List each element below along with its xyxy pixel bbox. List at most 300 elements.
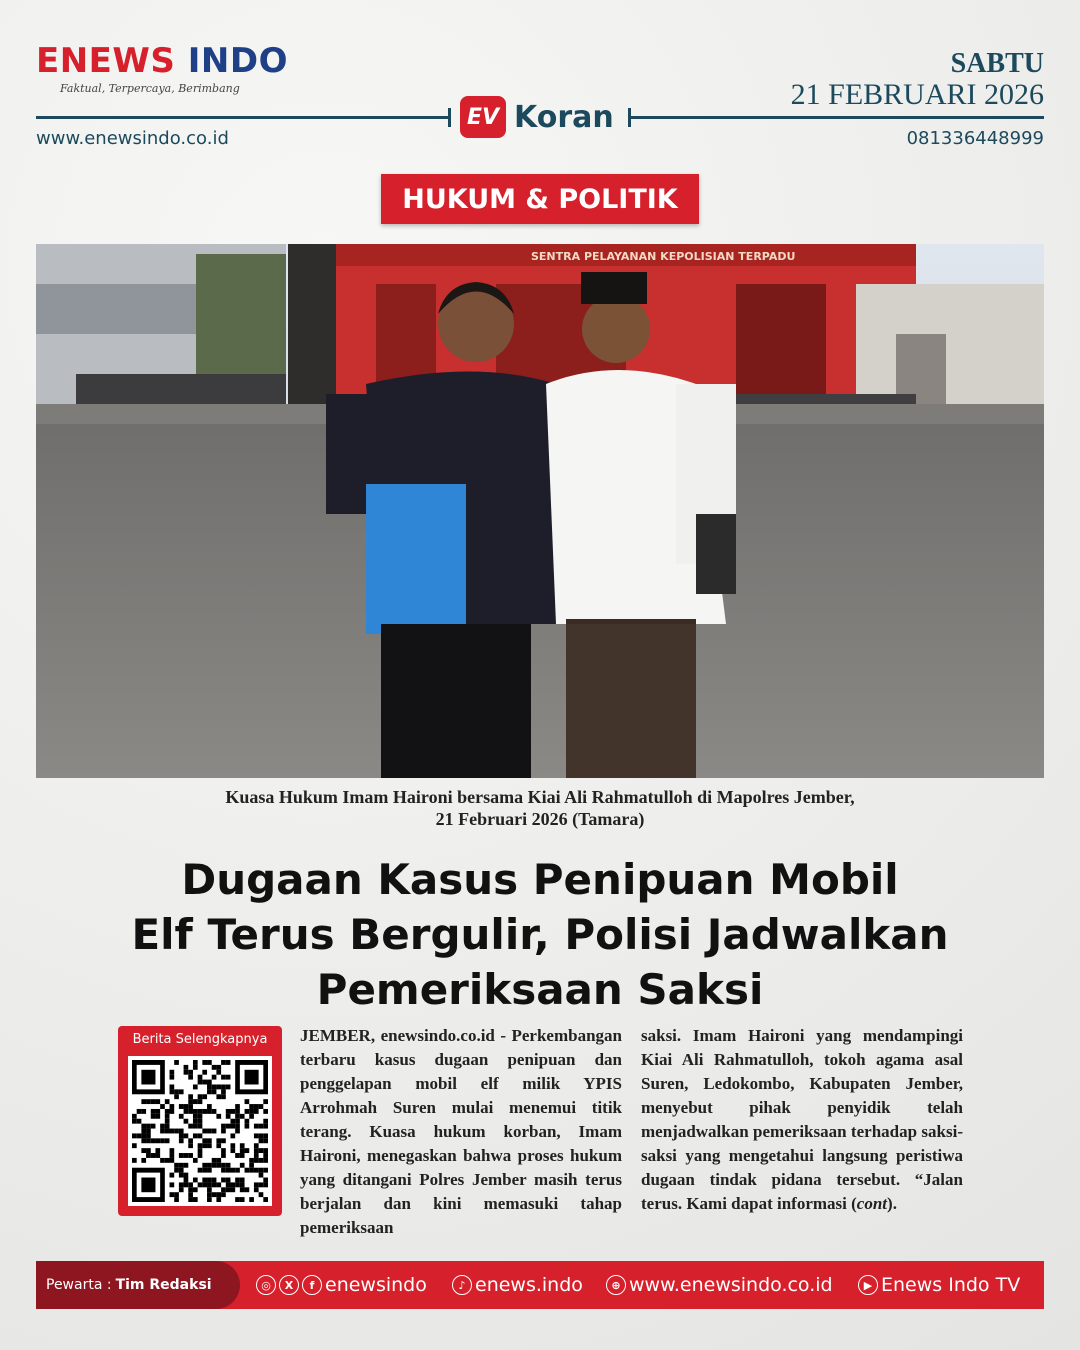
qr-module [170, 1084, 175, 1089]
qr-module [174, 1163, 179, 1168]
qr-module [179, 1168, 184, 1173]
tiktok-icon[interactable]: ♪ [452, 1275, 472, 1295]
qr-module [174, 1129, 179, 1134]
qr-module [216, 1084, 221, 1089]
qr-module [259, 1148, 264, 1153]
qr-module [141, 1158, 146, 1163]
qr-module [202, 1080, 207, 1085]
qr-module [198, 1080, 203, 1085]
header-rule-left [36, 116, 450, 119]
qr-module [146, 1133, 151, 1138]
qr-module [263, 1124, 268, 1129]
edition-label: Koran [514, 99, 614, 135]
qr-module [254, 1148, 259, 1153]
qr-module [184, 1119, 189, 1124]
qr-module [207, 1138, 212, 1143]
qr-module [165, 1138, 170, 1143]
qr-module [179, 1182, 184, 1187]
headline-line-3: Pemeriksaan Saksi [316, 965, 764, 1014]
qr-module [146, 1153, 151, 1158]
qr-module [207, 1197, 212, 1202]
footer-website-text[interactable]: www.enewsindo.co.id [629, 1274, 833, 1296]
qr-module [146, 1099, 151, 1104]
qr-module [151, 1109, 156, 1114]
qr-module [216, 1158, 221, 1163]
qr-module [193, 1109, 198, 1114]
qr-module [240, 1178, 245, 1183]
qr-module [132, 1133, 137, 1138]
qr-module [193, 1099, 198, 1104]
qr-module [198, 1124, 203, 1129]
qr-module [165, 1114, 170, 1119]
qr-module [212, 1084, 217, 1089]
qr-module [249, 1109, 254, 1114]
qr-module [212, 1192, 217, 1197]
qr-module [202, 1138, 207, 1143]
qr-module [226, 1084, 231, 1089]
qr-module [245, 1168, 250, 1173]
qr-module [179, 1163, 184, 1168]
qr-module [254, 1109, 259, 1114]
qr-module [174, 1094, 179, 1099]
qr-module [254, 1158, 259, 1163]
qr-module [170, 1158, 175, 1163]
qr-module [216, 1182, 221, 1187]
qr-module [137, 1133, 142, 1138]
qr-module [174, 1197, 179, 1202]
qr-module [155, 1114, 160, 1119]
header-rule-cap-right [628, 108, 631, 127]
qr-module [141, 1099, 146, 1104]
qr-finder [141, 1070, 155, 1085]
qr-module [263, 1168, 268, 1173]
qr-module [146, 1129, 151, 1134]
qr-module [165, 1109, 170, 1114]
qr-module [188, 1143, 193, 1148]
qr-module [179, 1138, 184, 1143]
qr-module [259, 1138, 264, 1143]
qr-module [230, 1119, 235, 1124]
qr-module [188, 1099, 193, 1104]
qr-module [188, 1187, 193, 1192]
qr-module [202, 1129, 207, 1134]
qr-module [221, 1187, 226, 1192]
qr-module [226, 1075, 231, 1080]
qr-module [151, 1153, 156, 1158]
qr-module [235, 1124, 240, 1129]
qr-module [193, 1187, 198, 1192]
qr-module [188, 1138, 193, 1143]
qr-module [230, 1133, 235, 1138]
qr-module [212, 1182, 217, 1187]
qr-module [188, 1182, 193, 1187]
qr-module [165, 1129, 170, 1134]
qr-module [221, 1129, 226, 1134]
caption-line-2: 21 Februari 2026 (Tamara) [435, 809, 645, 829]
article-headline [40, 852, 1040, 1017]
footer-website[interactable] [606, 1261, 833, 1309]
qr-module [230, 1168, 235, 1173]
qr-module [198, 1143, 203, 1148]
qr-module [198, 1148, 203, 1153]
qr-module [170, 1182, 175, 1187]
qr-module [202, 1178, 207, 1183]
qr-module [155, 1109, 160, 1114]
qr-module [188, 1124, 193, 1129]
qr-module [254, 1187, 259, 1192]
qr-module [160, 1124, 165, 1129]
qr-module [179, 1129, 184, 1134]
qr-module [235, 1109, 240, 1114]
qr-module [141, 1138, 146, 1143]
qr-module [198, 1094, 203, 1099]
qr-module [230, 1143, 235, 1148]
qr-module [249, 1114, 254, 1119]
qr-module [212, 1075, 217, 1080]
qr-module [184, 1163, 189, 1168]
qr-module [245, 1099, 250, 1104]
brand-logo [36, 41, 288, 95]
qr-module [221, 1148, 226, 1153]
qr-module [230, 1148, 235, 1153]
qr-module [174, 1192, 179, 1197]
qr-module [235, 1129, 240, 1134]
qr-module [179, 1133, 184, 1138]
qr-module [263, 1109, 268, 1114]
qr-module [198, 1182, 203, 1187]
qr-module [184, 1182, 189, 1187]
qr-module [226, 1187, 231, 1192]
qr-module [151, 1114, 156, 1119]
qr-module [240, 1182, 245, 1187]
qr-module [179, 1114, 184, 1119]
qr-module [165, 1099, 170, 1104]
footer-bar [36, 1261, 1044, 1309]
qr-module [259, 1104, 264, 1109]
qr-module [174, 1060, 179, 1065]
qr-module [226, 1114, 231, 1119]
article-column-1: JEMBER, enewsindo.co.id - Perkembangan terbaru kasus dugaan penipuan dan penggelapan mobil elf milik YPIS Arrohmah Suren mulai menemui titik terang. Kuasa hukum korban, Imam Haironi, menegaskan bahwa proses hukum yang ditangani Polres Jember masih terus berjalan dan kini memasuki tahap pemeriksaan [300, 1026, 622, 1237]
qr-module [202, 1182, 207, 1187]
qr-module [170, 1129, 175, 1134]
qr-module [249, 1158, 254, 1163]
qr-module [170, 1173, 175, 1178]
qr-module [230, 1109, 235, 1114]
qr-module [212, 1163, 217, 1168]
qr-module [188, 1153, 193, 1158]
qr-module [160, 1104, 165, 1109]
qr-module [221, 1084, 226, 1089]
qr-module [249, 1163, 254, 1168]
qr-module [151, 1124, 156, 1129]
qr-module [193, 1197, 198, 1202]
qr-module [137, 1109, 142, 1114]
qr-module [254, 1133, 259, 1138]
qr-module [216, 1114, 221, 1119]
qr-module [226, 1163, 231, 1168]
qr-module [216, 1065, 221, 1070]
qr-module [170, 1075, 175, 1080]
qr-module [184, 1070, 189, 1075]
qr-module [132, 1158, 137, 1163]
qr-module [221, 1153, 226, 1158]
tiktok-handle[interactable]: enews.indo [475, 1274, 583, 1296]
x-icon[interactable]: X [279, 1275, 299, 1295]
qr-module [193, 1084, 198, 1089]
qr-module [184, 1109, 189, 1114]
qr-module [226, 1060, 231, 1065]
facebook-icon[interactable]: f [302, 1275, 322, 1295]
qr-module [216, 1197, 221, 1202]
qr-module [132, 1119, 137, 1124]
qr-module [259, 1182, 264, 1187]
qr-module [226, 1182, 231, 1187]
qr-module [245, 1119, 250, 1124]
qr-module [207, 1060, 212, 1065]
qr-module [207, 1104, 212, 1109]
qr-module [165, 1158, 170, 1163]
qr-module [207, 1084, 212, 1089]
qr-module [263, 1133, 268, 1138]
qr-module [160, 1138, 165, 1143]
ev-logo-icon: EV [460, 96, 506, 138]
edition-day: SABTU [950, 48, 1044, 79]
header-rule-right [630, 116, 1044, 119]
qr-module [146, 1148, 151, 1153]
youtube-channel[interactable]: Enews Indo TV [881, 1274, 1021, 1296]
qr-module [235, 1168, 240, 1173]
qr-module [188, 1104, 193, 1109]
qr-module [207, 1168, 212, 1173]
edition-full-date: 21 FEBRUARI 2026 [790, 78, 1044, 111]
qr-module [132, 1143, 137, 1148]
qr-module [207, 1182, 212, 1187]
qr-module [259, 1133, 264, 1138]
qr-module [207, 1143, 212, 1148]
qr-module [184, 1133, 189, 1138]
qr-module [245, 1109, 250, 1114]
qr-module [202, 1060, 207, 1065]
qr-module [202, 1070, 207, 1075]
header-rule-cap-left [448, 108, 451, 127]
qr-module [235, 1178, 240, 1183]
qr-module [188, 1197, 193, 1202]
article-photo [36, 244, 1044, 778]
qr-module [235, 1197, 240, 1202]
police-sign-text: SENTRA PELAYANAN KEPOLISIAN TERPADU [531, 250, 796, 263]
reporter-credit [36, 1261, 240, 1309]
footer-social[interactable] [256, 1261, 427, 1309]
qr-label: Berita Selengkapnya [132, 1032, 268, 1047]
brand-name: ENEWS INDO [36, 41, 288, 81]
qr-module [235, 1114, 240, 1119]
qr-module [146, 1138, 151, 1143]
qr-module [193, 1133, 198, 1138]
social-handle[interactable]: enewsindo [325, 1274, 427, 1296]
footer-youtube[interactable] [858, 1261, 1020, 1309]
qr-module [202, 1143, 207, 1148]
qr-module [174, 1089, 179, 1094]
qr-module [212, 1178, 217, 1183]
qr-module [221, 1094, 226, 1099]
qr-module [198, 1119, 203, 1124]
qr-module [240, 1153, 245, 1158]
headline-line-1: Dugaan Kasus Penipuan Mobil [181, 855, 899, 904]
youtube-icon[interactable]: ▶ [858, 1275, 878, 1295]
qr-module [221, 1163, 226, 1168]
qr-module [146, 1124, 151, 1129]
qr-module [160, 1129, 165, 1134]
qr-module [160, 1158, 165, 1163]
qr-module [254, 1168, 259, 1173]
qr-module [193, 1178, 198, 1183]
qr-module [263, 1182, 268, 1187]
qr-module [202, 1163, 207, 1168]
qr-module [263, 1178, 268, 1183]
qr-module [245, 1187, 250, 1192]
qr-module [259, 1173, 264, 1178]
qr-module [207, 1080, 212, 1085]
qr-module [198, 1168, 203, 1173]
qr-module [254, 1124, 259, 1129]
qr-module [212, 1158, 217, 1163]
qr-module [207, 1109, 212, 1114]
article-column-2: saksi. Imam Haironi yang mendampingi Kiai Ali Rahmatulloh, tokoh agama asal Suren, Ledokombo, Kabupaten Jember, menyebut pihak penyidik telah menjadwalkan pemeriksaan terhadap saksi-saksi yang mengetahui langsung peristiwa dugaan tindak pidana tersebut. “Jalan terus. Kami dapat informasi (cont). [641, 1026, 963, 1213]
qr-module [193, 1114, 198, 1119]
qr-module [240, 1148, 245, 1153]
header-website[interactable]: www.enewsindo.co.id [36, 128, 229, 149]
qr-module [259, 1192, 264, 1197]
qr-module [221, 1089, 226, 1094]
qr-module [212, 1109, 217, 1114]
footer-tiktok[interactable] [452, 1261, 583, 1309]
qr-finder [141, 1178, 155, 1193]
qr-module [170, 1192, 175, 1197]
qr-module [155, 1148, 160, 1153]
qr-module [207, 1192, 212, 1197]
qr-module [212, 1089, 217, 1094]
qr-module [155, 1138, 160, 1143]
qr-module [207, 1163, 212, 1168]
qr-module [184, 1178, 189, 1183]
qr-module [216, 1138, 221, 1143]
qr-module [193, 1060, 198, 1065]
qr-module [230, 1187, 235, 1192]
qr-module [263, 1119, 268, 1124]
qr-module [155, 1099, 160, 1104]
qr-module [263, 1153, 268, 1158]
qr-module [221, 1178, 226, 1183]
qr-module [235, 1104, 240, 1109]
qr-module [151, 1138, 156, 1143]
qr-module [141, 1124, 146, 1129]
reporter-name: Tim Redaksi [115, 1277, 212, 1293]
qr-module [179, 1173, 184, 1178]
qr-module [174, 1168, 179, 1173]
qr-module [184, 1173, 189, 1178]
qr-module [212, 1065, 217, 1070]
qr-module [226, 1168, 231, 1173]
qr-module [226, 1109, 231, 1114]
category-badge: HUKUM & POLITIK [381, 174, 699, 224]
qr-module [193, 1158, 198, 1163]
qr-module [198, 1109, 203, 1114]
qr-module [254, 1182, 259, 1187]
qr-module [170, 1104, 175, 1109]
qr-module [132, 1114, 137, 1119]
qr-module [193, 1124, 198, 1129]
edition-badge [460, 96, 614, 138]
qr-module [235, 1182, 240, 1187]
qr-module [263, 1099, 268, 1104]
qr-module [165, 1119, 170, 1124]
qr-code-panel[interactable] [118, 1026, 282, 1216]
brand-tagline: Faktual, Terpercaya, Berimbang [60, 82, 240, 95]
qr-module [188, 1070, 193, 1075]
instagram-icon[interactable]: ◎ [256, 1275, 276, 1295]
photo-caption [60, 786, 1020, 830]
qr-module [216, 1070, 221, 1075]
qr-module [230, 1182, 235, 1187]
qr-module [245, 1124, 250, 1129]
qr-module [179, 1153, 184, 1158]
qr-module [221, 1168, 226, 1173]
qr-module [193, 1119, 198, 1124]
qr-module [254, 1104, 259, 1109]
globe-icon[interactable]: ⊕ [606, 1275, 626, 1295]
qr-module [184, 1153, 189, 1158]
qr-module [221, 1075, 226, 1080]
qr-module [221, 1192, 226, 1197]
qr-module [235, 1153, 240, 1158]
qr-module [245, 1148, 250, 1153]
qr-module [254, 1153, 259, 1158]
qr-module [165, 1124, 170, 1129]
qr-module [240, 1163, 245, 1168]
reporter-label: Pewarta : [46, 1277, 112, 1293]
qr-module [188, 1094, 193, 1099]
qr-module [240, 1114, 245, 1119]
qr-module [198, 1133, 203, 1138]
qr-module [263, 1138, 268, 1143]
qr-module [240, 1197, 245, 1202]
edition-date [791, 50, 1044, 110]
qr-module [259, 1168, 264, 1173]
qr-module [198, 1153, 203, 1158]
qr-module [170, 1148, 175, 1153]
qr-module [184, 1104, 189, 1109]
qr-module [263, 1197, 268, 1202]
qr-code-icon[interactable] [128, 1056, 272, 1206]
qr-module [240, 1143, 245, 1148]
qr-module [141, 1133, 146, 1138]
qr-module [254, 1143, 259, 1148]
qr-module [170, 1109, 175, 1114]
qr-module [259, 1124, 264, 1129]
qr-module [198, 1099, 203, 1104]
qr-module [207, 1089, 212, 1094]
qr-module [207, 1187, 212, 1192]
qr-module [198, 1114, 203, 1119]
qr-module [249, 1104, 254, 1109]
qr-module [170, 1153, 175, 1158]
qr-module [179, 1187, 184, 1192]
qr-module [207, 1129, 212, 1134]
qr-finder [245, 1070, 259, 1085]
qr-module [184, 1065, 189, 1070]
qr-module [179, 1104, 184, 1109]
qr-module [226, 1178, 231, 1183]
